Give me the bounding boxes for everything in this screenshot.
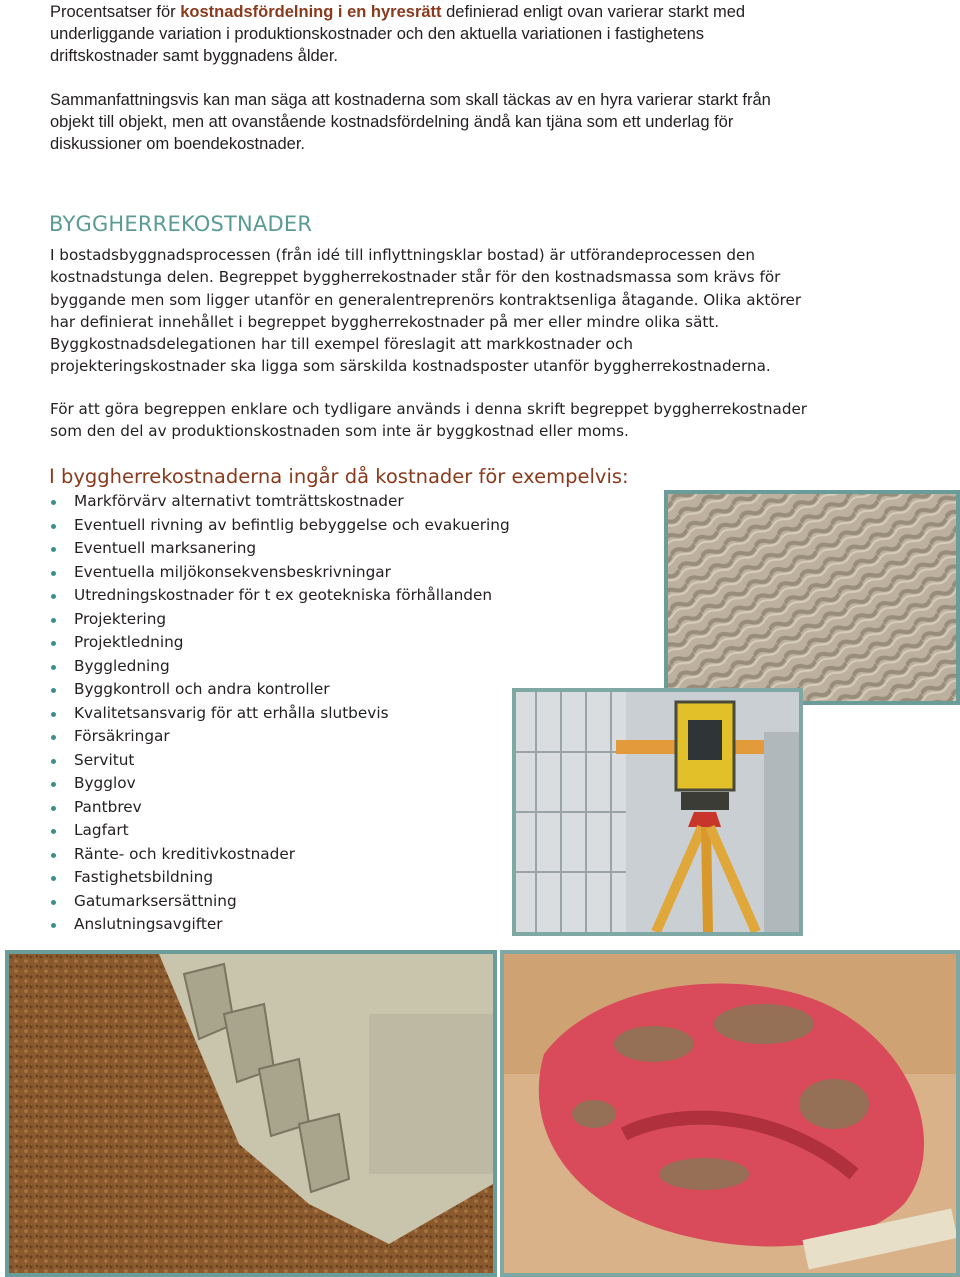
list-item <box>50 514 530 538</box>
tire-tracks-photo <box>664 490 960 705</box>
section-paragraph-1: I bostadsbyggnadsprocessen (från idé till inflyttningsklar bostad) är utförandeprocessen den kostnadstunga delen. Begreppet byggherrekostnader står för den kostnadsmassa som krävs för byggande men som ligger utanför en generalentreprenörs kontraktsenliga åtagande. Olika aktörer har definierat innehållet i begreppet byggherrekostnader på mer eller mindre olika sätt. Byggkostnadsdelegationen har till exempel föreslagit att markkostnader och projekteringskostnader ska ligga som särskilda kostnadsposter utanför byggherrekostnaderna. <box>50 246 802 376</box>
list-item <box>50 749 530 773</box>
list-item-text: Projektering <box>74 609 167 628</box>
excavator-bucket-photo <box>5 950 497 1277</box>
list-item <box>50 725 530 749</box>
list-item <box>50 631 530 655</box>
bullet-icon <box>51 876 56 881</box>
intro-bold-term: kostnadsfördelning i en hyresrätt <box>180 3 442 21</box>
bullet-icon <box>51 571 56 576</box>
list-item-text: Kvalitetsansvarig för att erhålla slutbevis <box>74 703 389 722</box>
list-item <box>50 655 530 679</box>
list-item-text: Servitut <box>74 750 135 769</box>
list-item-text: Fastighetsbildning <box>74 868 214 886</box>
list-item-text: Försäkringar <box>74 727 170 745</box>
bullet-icon <box>51 735 56 740</box>
bullet-icon <box>51 524 56 529</box>
list-item <box>50 702 530 726</box>
bullet-icon <box>51 829 56 834</box>
list-item-text: Byggkontroll och andra kontroller <box>74 680 330 698</box>
list-item <box>50 772 530 796</box>
list-item-text: Eventuell rivning av befintlig bebyggelse och evakuering <box>74 515 510 534</box>
list-item <box>50 608 530 632</box>
list-item <box>50 537 530 561</box>
list-item-text: Lagfart <box>74 821 129 839</box>
list-item <box>50 678 530 702</box>
intro-text-a: Procentsatser för <box>50 3 181 21</box>
list-item-text: Pantbrev <box>74 797 142 816</box>
list-item-text: Eventuell marksanering <box>74 539 257 557</box>
bullet-icon <box>51 688 56 693</box>
list-item <box>50 843 530 867</box>
cost-items-list <box>50 490 530 937</box>
bullet-icon <box>51 712 56 717</box>
list-item <box>50 561 530 585</box>
list-item-text: Projektledning <box>74 633 184 651</box>
muddy-glove-photo <box>500 950 960 1277</box>
bullet-icon <box>51 782 56 787</box>
list-item <box>50 584 530 608</box>
list-item <box>50 819 530 843</box>
bullet-icon <box>51 806 56 811</box>
list-heading: I byggherrekostnaderna ingår då kostnader för exempelvis: <box>49 465 629 488</box>
list-item <box>50 796 530 820</box>
section-heading: BYGGHERREKOSTNADER <box>49 212 313 236</box>
bullet-icon <box>51 665 56 670</box>
list-item-text: Eventuella miljökonsekvensbeskrivningar <box>74 562 391 581</box>
surveying-instrument-photo <box>512 688 803 936</box>
bullet-icon <box>51 641 56 646</box>
list-item-text: Anslutningsavgifter <box>74 915 223 933</box>
bullet-icon <box>51 923 56 928</box>
list-item-text: Ränte- och kreditivkostnader <box>74 844 296 863</box>
intro-paragraph-2: Sammanfattningsvis kan man säga att kostnaderna som skall täckas av en hyra varierar starkt från objekt till objekt, men att ovanstående kostnadsfördelning ändå kan tjäna som ett underlag för diskussioner om boendekostnader. <box>50 91 771 153</box>
list-item-text: Bygglov <box>74 774 136 792</box>
intro-text-b: definierad enligt ovan varierar starkt med underliggande variation i produktionskostnader och den aktuella variationen i fastighetens driftskostnader samt byggnadens ålder. <box>50 3 746 65</box>
list-item <box>50 890 530 914</box>
intro-paragraph-1 <box>50 1 790 67</box>
list-item <box>50 866 530 890</box>
list-item-text: Gatumarksersättning <box>74 891 237 910</box>
bullet-icon <box>51 759 56 764</box>
list-item <box>50 913 530 937</box>
section-paragraph-2: För att göra begreppen enklare och tydligare används i denna skrift begreppet byggherrekostnader som den del av produktionskostnaden som inte är byggkostnad eller moms. <box>50 400 808 441</box>
bullet-icon <box>51 547 56 552</box>
bullet-icon <box>51 900 56 905</box>
bullet-icon <box>51 500 56 505</box>
bullet-icon <box>51 853 56 858</box>
bullet-icon <box>51 618 56 623</box>
bullet-icon <box>51 594 56 599</box>
list-item-text: Markförvärv alternativt tomträttskostnader <box>74 492 404 510</box>
list-item-text: Utredningskostnader för t ex geotekniska förhållanden <box>74 586 493 604</box>
list-item <box>50 490 530 514</box>
list-item-text: Byggledning <box>74 656 170 675</box>
